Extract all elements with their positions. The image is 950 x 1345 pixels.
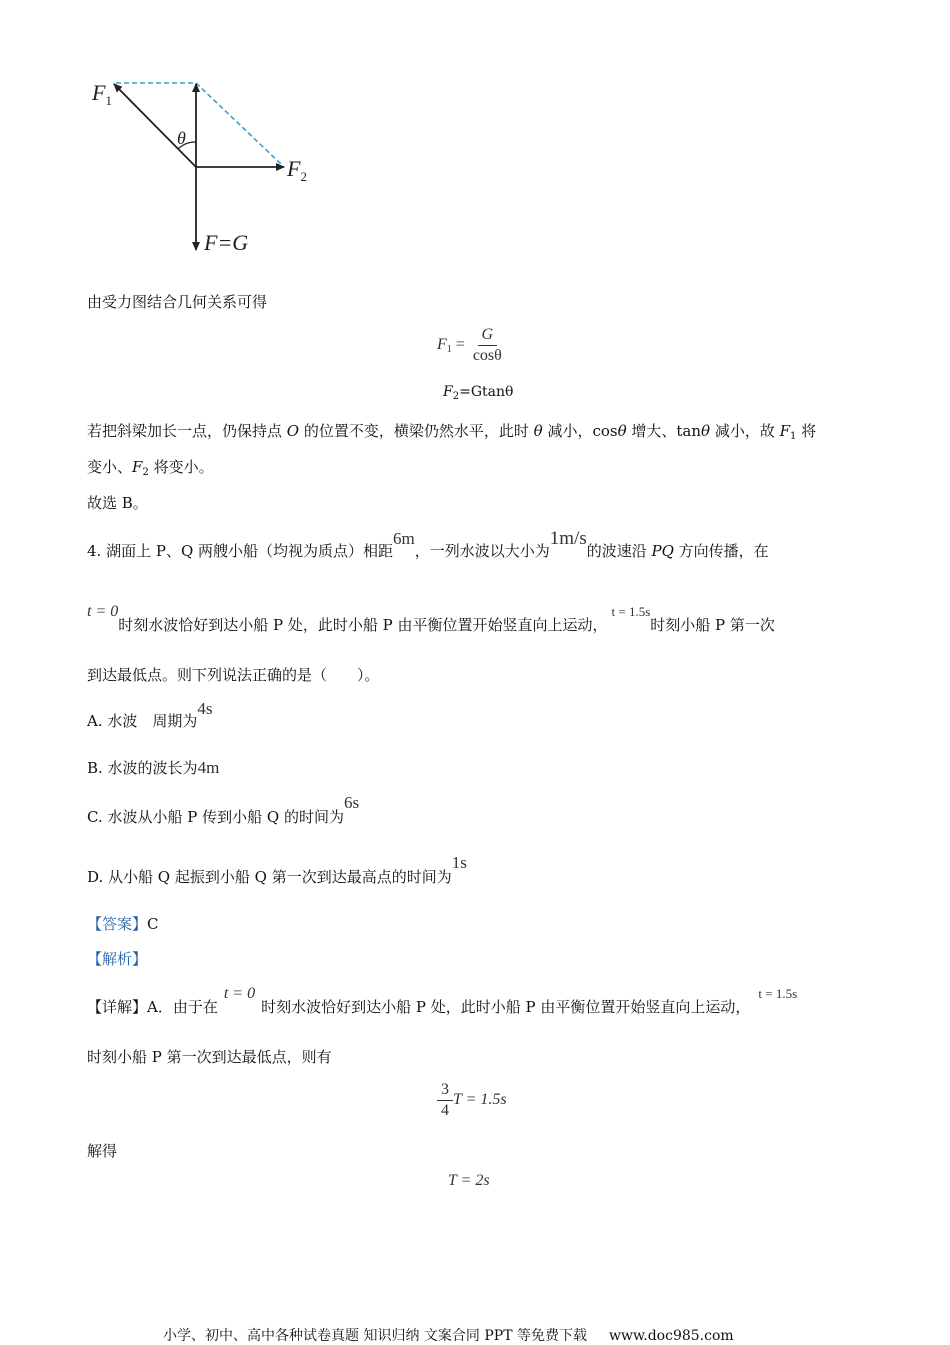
equation-result: T = 2s — [448, 1172, 490, 1189]
footer — [163, 1325, 734, 1345]
equation-f2: $F_2=Gtan\theta$ — [443, 384, 514, 402]
f1-label: $F_1$ — [92, 80, 112, 108]
equation-period: $\frac{3}{4}$ T = 1.5s — [437, 1081, 507, 1120]
detail-line-1: 【详解】A．由于在t = 0时刻水波恰好到达小船 P 处，此时小船 P 由平衡位置开始竖直向上运动，t = 1.5s — [87, 985, 798, 1016]
text-line-1: 由受力图结合几何关系可得 — [87, 293, 268, 311]
force-diagram — [80, 70, 330, 260]
detail-line-2: 时刻小船 P 第一次到达最低点，则有 — [87, 1048, 332, 1066]
dashed-diagonal-line — [196, 83, 282, 165]
footer-text: 小学、初中、高中各种试卷真题 知识归纳 文案合同 PPT 等免费下载 — [163, 1328, 587, 1344]
option-a: A. 水波 周期为4s — [87, 699, 213, 730]
equation-f1: $F_1$ = $\frac{G}{\cos\theta}$ — [437, 326, 502, 364]
theta-label: θ — [177, 128, 186, 148]
question-line-2: t = 0时刻水波恰好到达小船 P 处，此时小船 P 由平衡位置开始竖直向上运动，t = 1.5s时刻小船 P 第一次 — [87, 603, 775, 634]
f2-label: $F_2$ — [287, 156, 307, 184]
f1-arrow — [114, 84, 196, 167]
choose-line: 故选 B。 — [87, 494, 148, 512]
fg-label: F=G — [204, 230, 249, 255]
answer-label: 【答案】 — [87, 915, 148, 933]
footer-url[interactable]: www.doc985.com — [608, 1328, 734, 1344]
analysis-label: 【解析】 — [87, 950, 148, 968]
option-c: C. 水波从小船 P 传到小船 Q 的时间为6s — [87, 793, 360, 826]
answer-value: C — [147, 915, 159, 933]
question-line-1: 4. 湖面上 P、Q 两艘小船（均视为质点）相距6m，一列水波以大小为1m/s的波速沿 PQ 方向传播，在 — [87, 528, 769, 560]
option-d: D. 从小船 Q 起振到小船 Q 第一次到达最高点的时间为1s — [87, 853, 467, 886]
paragraph-2-line-2: 变小、$F_2$ 将变小。 — [87, 458, 214, 478]
option-b: B. 水波的波长为4m — [87, 758, 220, 777]
answer-line — [87, 913, 159, 934]
solve-label: 解得 — [87, 1142, 118, 1160]
paragraph-2-line-1: 若把斜梁加长一点，仍保持点 O 的位置不变，横梁仍然水平，此时 θ 减小，cosθ 增大、tanθ 减小，故 $F_1$ 将 — [87, 422, 817, 442]
question-line-3: 到达最低点。则下列说法正确的是（ ）。 — [87, 666, 380, 684]
